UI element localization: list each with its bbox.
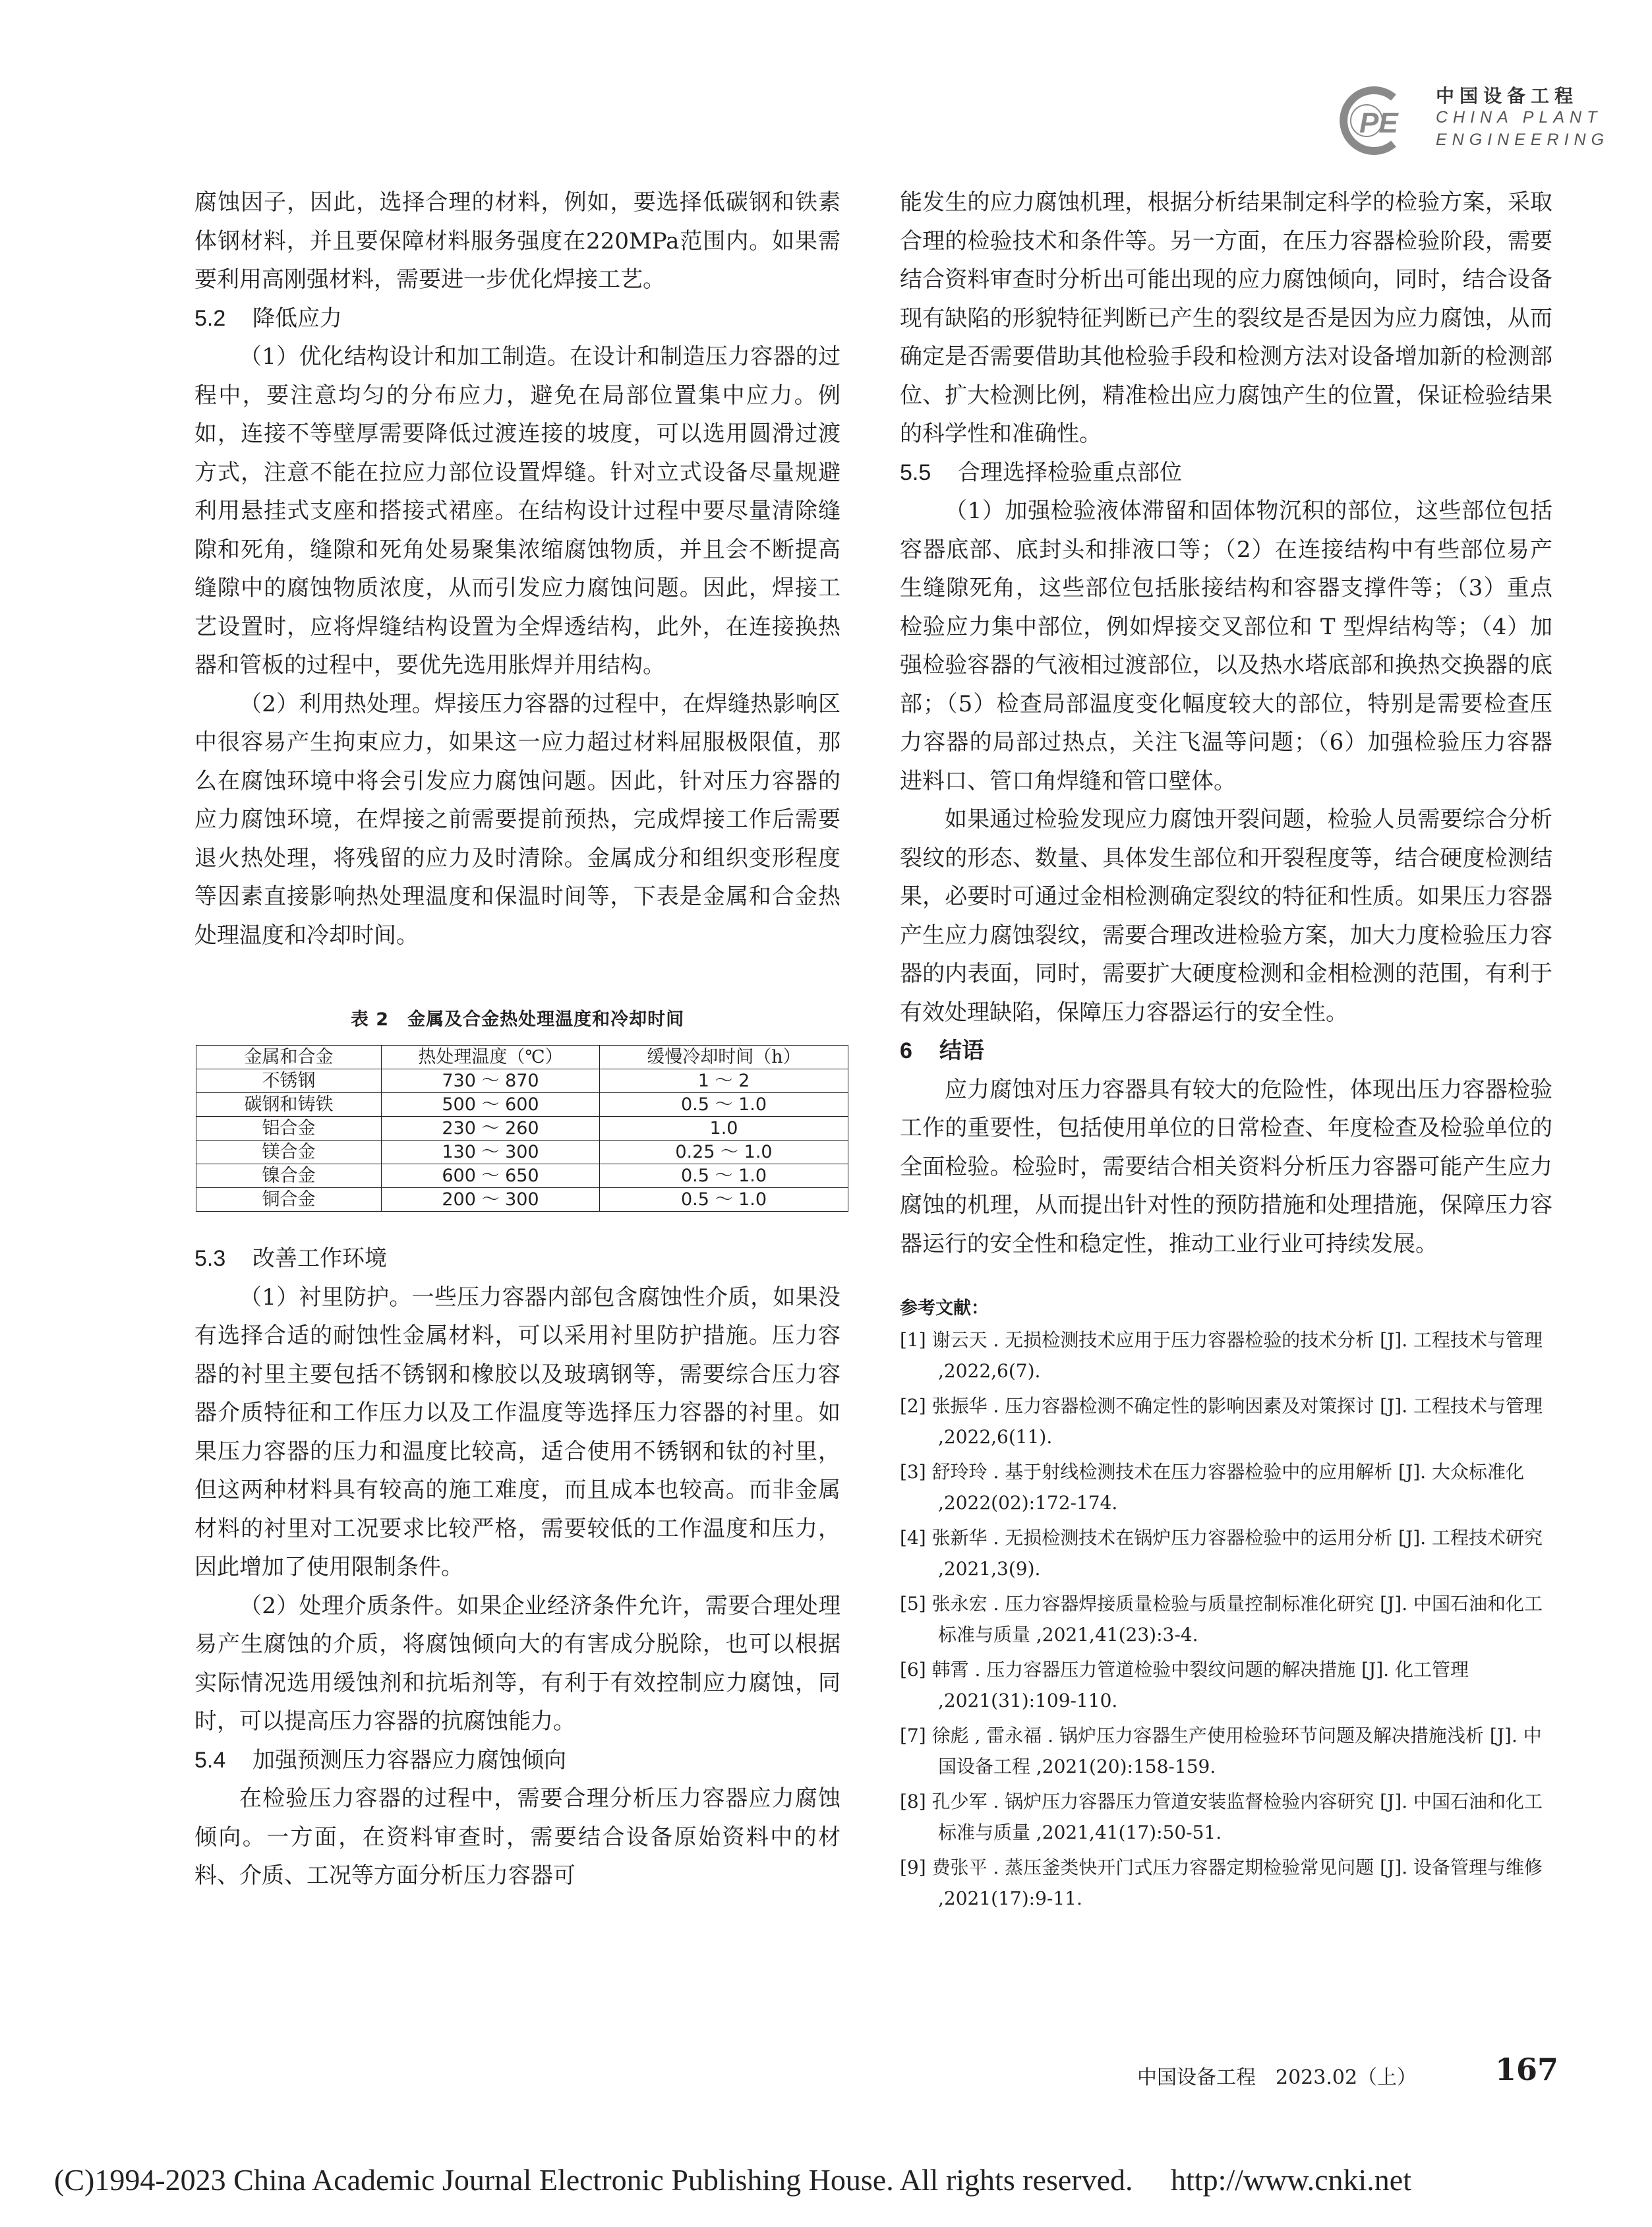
- table-cell: 0.25 ～ 1.0: [600, 1141, 848, 1164]
- section-5-5-heading: [900, 454, 1552, 492]
- section-title: 降低应力: [252, 305, 342, 332]
- journal-name-en-line2: ENGINEERING: [1436, 131, 1610, 149]
- table-header-row: [196, 1046, 848, 1069]
- section-5-3-heading: [194, 1239, 841, 1278]
- paragraph: （1）优化结构设计和加工制造。在设计和制造压力容器的过程中，要注意均匀的分布应力，避免在局部位置集中应力。例如，连接不等壁厚需要降低过渡连接的坡度，可以选用圆滑过渡方式，注意不能在拉应力部位设置焊缝。针对立式设备尽量规避利用悬挂式支座和搭接式裙座。在结构设计过程中要尽量清除缝隙和死角，缝隙和死角处易聚集浓缩腐蚀物质，并且会不断提高缝隙中的腐蚀物质浓度，从而引发应力腐蚀问题。因此，焊接工艺设置时，应将焊缝结构设置为全焊透结构，此外，在连接换热器和管板的过程中，要优先选用胀焊并用结构。: [194, 343, 841, 678]
- header-cell: 热处理温度（℃）: [382, 1046, 600, 1069]
- reference-item: [3] 舒玲玲 . 基于射线检测技术在压力容器检验中的应用解析 [J]. 大众标准化 ,2022(02):172-174.: [900, 1461, 1525, 1514]
- table-cell: 镁合金: [196, 1141, 382, 1164]
- copyright-notice: (C)1994-2023 China Academic Journal Electronic Publishing House. All rights reserved. http://www.cnki.net: [54, 2163, 1411, 2197]
- table-cell: 730 ～ 870: [382, 1069, 600, 1093]
- table-cell: 230 ～ 260: [382, 1117, 600, 1141]
- footer-journal-issue: 中国设备工程 2023.02（上）: [1137, 2066, 1417, 2089]
- header-cell: 缓慢冷却时间（h）: [600, 1046, 848, 1069]
- paragraph: 如果通过检验发现应力腐蚀开裂问题，检验人员需要综合分析裂纹的形态、数量、具体发生部位和开裂程度等，结合硬度检测结果，必要时可通过金相检测确定裂纹的特征和性质。如果压力容器产生应力腐蚀裂纹，需要合理改进检验方案，加大力度检验压力容器的内表面，同时，需要扩大硬度检测和金相检测的范围，有利于有效处理缺陷，保障压力容器运行的安全性。: [900, 806, 1552, 1026]
- references-list: [900, 1324, 1552, 1914]
- journal-name-en-line1: CHINA PLANT: [1436, 108, 1603, 127]
- journal-name-cn: 中国设备工程: [1436, 85, 1579, 107]
- table-caption: 表 2 金属及合金热处理温度和冷却时间: [350, 1009, 685, 1030]
- heat-treatment-table: [196, 1045, 848, 1212]
- section-title: 改善工作环境: [252, 1245, 387, 1272]
- table-cell: 0.5 ～ 1.0: [600, 1093, 848, 1117]
- paragraph: 应力腐蚀对压力容器具有较大的危险性，体现出压力容器检验工作的重要性，包括使用单位的日常检查、年度检查及检验单位的全面检验。检验时，需要结合相关资料分析压力容器可能产生应力腐蚀的机理，从而提出针对性的预防措施和处理措施，保障压力容器运行的安全性和稳定性，推动工业行业可持续发展。: [900, 1076, 1552, 1257]
- paragraph: （1）加强检验液体滞留和固体物沉积的部位，这些部位包括容器底部、底封头和排液口等；（2）在连接结构中有些部位易产生缝隙死角，这些部位包括胀接结构和容器支撑件等；（3）重点检验应力集中部位，例如焊接交叉部位和 T 型焊结构等；（4）加强检验容器的气液相过渡部位，以及热水塔底部和换热交换器的底部；（5）检查局部温度变化幅度较大的部位，特别是需要检查压力容器的局部过热点，关注飞温等问题；（6）加强检验压力容器进料口、管口角焊缝和管口壁体。: [900, 498, 1552, 794]
- references-title: 参考文献：: [900, 1298, 989, 1319]
- section-title: 结语: [939, 1038, 984, 1064]
- table-row: [196, 1117, 848, 1141]
- reference-item: [5] 张永宏 . 压力容器焊接质量检验与质量控制标准化研究 [J]. 中国石油和化工标准与质量 ,2021,41(23):3-4.: [900, 1593, 1543, 1646]
- paragraph: （2）处理介质条件。如果企业经济条件允许，需要合理处理易产生腐蚀的介质，将腐蚀倾向大的有害成分脱除，也可以根据实际情况选用缓蚀剂和抗垢剂等，有利于有效控制应力腐蚀，同时，可以提高压力容器的抗腐蚀能力。: [194, 1592, 841, 1735]
- reference-item: [2] 张振华 . 压力容器检测不确定性的影响因素及对策探讨 [J]. 工程技术与管理 ,2022,6(11).: [900, 1395, 1543, 1448]
- table-cell: 不锈钢: [196, 1069, 382, 1093]
- section-5-2-heading: [194, 299, 841, 338]
- table-cell: 碳钢和铸铁: [196, 1093, 382, 1117]
- table-cell: 1 ～ 2: [600, 1069, 848, 1093]
- intro-paragraph: 腐蚀因子，因此，选择合理的材料，例如，要选择低碳钢和铁素体钢材料，并且要保障材料服务强度在220MPa范围内。如果需要利用高刚强材料，需要进一步优化焊接工艺。: [194, 189, 841, 293]
- section-title: 合理选择检验重点部位: [958, 459, 1182, 486]
- table-row: [196, 1141, 848, 1164]
- reference-item: [9] 费张平 . 蒸压釜类快开门式压力容器定期检验常见问题 [J]. 设备管理与维修 ,2021(17):9-11.: [900, 1856, 1543, 1909]
- paragraph: 在检验压力容器的过程中，需要合理分析压力容器应力腐蚀倾向。一方面，在资料审查时，需要结合设备原始资料中的材料、介质、工况等方面分析压力容器可: [194, 1785, 841, 1889]
- table-row: [196, 1188, 848, 1212]
- paragraph: （2）利用热处理。焊接压力容器的过程中，在焊缝热影响区中很容易产生拘束应力，如果这一应力超过材料屈服极限值，那么在腐蚀环境中将会引发应力腐蚀问题。因此，针对压力容器的应力腐蚀环境，在焊接之前需要提前预热，完成焊接工作后需要退火热处理，将残留的应力及时清除。金属成分和组织变形程度等因素直接影响热处理温度和保温时间等，下表是金属和合金热处理温度和冷却时间。: [194, 690, 841, 949]
- section-number: 5.2: [194, 305, 226, 331]
- table-cell: 200 ～ 300: [382, 1188, 600, 1212]
- right-column: [900, 183, 1552, 1918]
- table-cell: 600 ～ 650: [382, 1164, 600, 1188]
- table-row: [196, 1164, 848, 1188]
- table-row: [196, 1069, 848, 1093]
- table-cell: 500 ～ 600: [382, 1093, 600, 1117]
- section-number: 5.5: [900, 460, 931, 485]
- table-cell: 铝合金: [196, 1117, 382, 1141]
- reference-item: [1] 谢云天 . 无损检测技术应用于压力容器检验的技术分析 [J]. 工程技术与管理 ,2022,6(7).: [900, 1329, 1543, 1382]
- reference-item: [7] 徐彪 , 雷永福 . 锅炉压力容器生产使用检验环节问题及解决措施浅析 [J]. 中国设备工程 ,2021(20):158-159.: [900, 1725, 1542, 1777]
- table-2: [194, 1005, 841, 1212]
- section-number: 5.3: [194, 1246, 226, 1271]
- table-cell: 0.5 ～ 1.0: [600, 1164, 848, 1188]
- table-row: [196, 1093, 848, 1117]
- page-number: 167: [1495, 2052, 1559, 2087]
- reference-item: [8] 孔少军 . 锅炉压力容器压力管道安装监督检验内容研究 [J]. 中国石油和化工标准与质量 ,2021,41(17):50-51.: [900, 1791, 1543, 1843]
- table-cell: 1.0: [600, 1117, 848, 1141]
- table-cell: 镍合金: [196, 1164, 382, 1188]
- left-column: [194, 183, 841, 1895]
- table-cell: 130 ～ 300: [382, 1141, 600, 1164]
- table-cell: 0.5 ～ 1.0: [600, 1188, 848, 1212]
- section-title: 加强预测压力容器应力腐蚀倾向: [252, 1746, 566, 1773]
- reference-item: [4] 张新华 . 无损检测技术在锅炉压力容器检验中的运用分析 [J]. 工程技术研究 ,2021,3(9).: [900, 1527, 1543, 1580]
- section-number: 6: [900, 1038, 912, 1063]
- section-5-4-heading: [194, 1741, 841, 1780]
- paragraph: 能发生的应力腐蚀机理，根据分析结果制定科学的检验方案，采取合理的检验技术和条件等。另一方面，在压力容器检验阶段，需要结合资料审查时分析出可能出现的应力腐蚀倾向，同时，结合设备现有缺陷的形貌特征判断已产生的裂纹是否是因为应力腐蚀，从而确定是否需要借助其他检验手段和检测方法对设备增加新的检测部位、扩大检测比例，精准检出应力腐蚀产生的位置，保证检验结果的科学性和准确性。: [900, 189, 1552, 447]
- table-cell: 铜合金: [196, 1188, 382, 1212]
- header-cell: 金属和合金: [196, 1046, 382, 1069]
- section-number: 5.4: [194, 1747, 226, 1773]
- svg-text:PE: PE: [1359, 107, 1398, 139]
- journal-logo: [1330, 84, 1421, 157]
- paragraph: （1）衬里防护。一些压力容器内部包含腐蚀性介质，如果没有选择合适的耐蚀性金属材料，可以采用衬里防护措施。压力容器的衬里主要包括不锈钢和橡胶以及玻璃钢等，需要综合压力容器介质特征和工作压力以及工作温度等选择压力容器的衬里。如果压力容器的压力和温度比较高，适合使用不锈钢和钛的衬里，但这两种材料具有较高的施工难度，而且成本也较高。而非金属材料的衬里对工况要求比较严格，需要较低的工作温度和压力，因此增加了使用限制条件。: [194, 1284, 841, 1580]
- section-6-heading: [900, 1032, 1552, 1071]
- reference-item: [6] 韩霄 . 压力容器压力管道检验中裂纹问题的解决措施 [J]. 化工管理 ,2021(31):109-110.: [900, 1659, 1469, 1711]
